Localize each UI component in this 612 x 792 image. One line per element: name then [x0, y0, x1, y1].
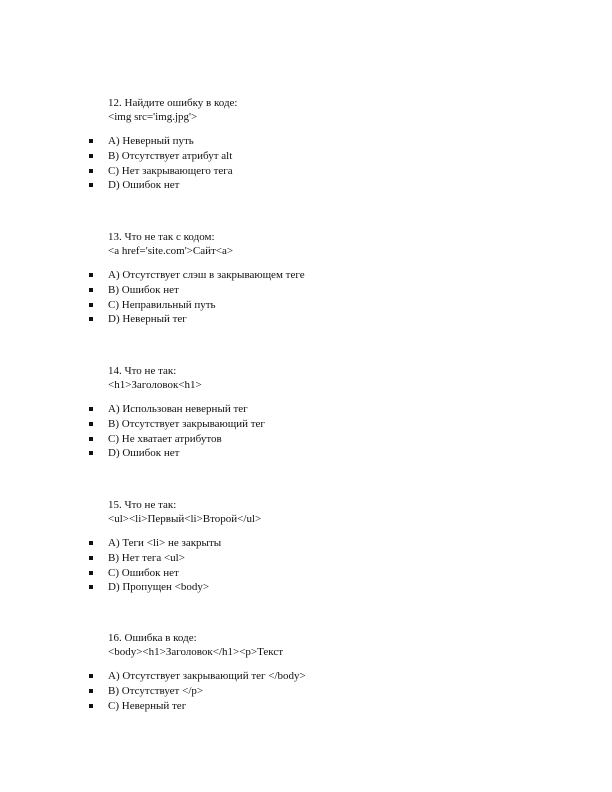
answer-option: [108, 446, 568, 461]
answer-option-text: D) Ошибок нет: [108, 447, 180, 460]
answer-option: [108, 417, 568, 432]
answer-options: [108, 402, 568, 461]
square-bullet-icon: [89, 451, 93, 455]
question-15: [108, 498, 568, 595]
square-bullet-icon: [89, 273, 93, 277]
answer-option-text: B) Отсутствует закрывающий тег: [108, 417, 265, 430]
question-code: <ul><li>Первый<li>Второй</ul>: [108, 513, 262, 525]
answer-options: [108, 536, 568, 595]
square-bullet-icon: [89, 585, 93, 589]
question-prompt: 14. Что не так:: [108, 365, 177, 377]
question-prompt: 13. Что не так с кодом:: [108, 231, 215, 243]
answer-option: [108, 134, 568, 149]
question-code: <a href='site.com'>Сайт<a>: [108, 245, 234, 257]
square-bullet-icon: [89, 674, 93, 678]
question-16: [108, 631, 568, 713]
square-bullet-icon: [89, 407, 93, 411]
answer-option: [108, 536, 568, 551]
question-prompt: 15. Что не так:: [108, 499, 177, 511]
question-13: [108, 230, 568, 327]
answer-option-text: D) Неверный тег: [108, 313, 187, 326]
square-bullet-icon: [89, 541, 93, 545]
answer-option-text: B) Отсутствует </p>: [108, 684, 204, 697]
answer-option-text: B) Отсутствует атрибут alt: [108, 149, 233, 162]
answer-option-text: B) Ошибок нет: [108, 283, 179, 296]
answer-option: [108, 298, 568, 313]
answer-option-text: A) Теги <li> не закрыты: [108, 537, 222, 549]
answer-option-text: A) Неверный путь: [108, 135, 194, 147]
square-bullet-icon: [89, 317, 93, 321]
answer-option: [108, 164, 568, 179]
answer-option-text: C) Неверный тег: [108, 699, 187, 712]
answer-option-text: C) Неправильный путь: [108, 298, 216, 311]
answer-options: [108, 268, 568, 327]
answer-options: [108, 669, 568, 713]
answer-option-text: C) Нет закрывающего тега: [108, 164, 233, 177]
question-code: <img src='img.jpg'>: [108, 111, 198, 123]
answer-option-text: C) Не хватает атрибутов: [108, 432, 222, 445]
answer-option-text: D) Ошибок нет: [108, 179, 180, 192]
answer-option-text: A) Отсутствует закрывающий тег </body>: [108, 670, 306, 682]
answer-option: [108, 566, 568, 581]
square-bullet-icon: [89, 571, 93, 575]
question-prompt: 16. Ошибка в коде:: [108, 632, 197, 644]
square-bullet-icon: [89, 183, 93, 187]
square-bullet-icon: [89, 437, 93, 441]
question-code: <body><h1>Заголовок</h1><p>Текст: [108, 646, 284, 658]
question-prompt: 12. Найдите ошибку в коде:: [108, 97, 238, 109]
square-bullet-icon: [89, 169, 93, 173]
answer-option: [108, 178, 568, 193]
answer-option-text: A) Использован неверный тег: [108, 403, 248, 415]
answer-option: [108, 149, 568, 164]
square-bullet-icon: [89, 689, 93, 693]
answer-options: [108, 134, 568, 193]
answer-option: [108, 580, 568, 595]
answer-option-text: C) Ошибок нет: [108, 566, 179, 579]
square-bullet-icon: [89, 704, 93, 708]
answer-option: [108, 699, 568, 714]
answer-option: [108, 283, 568, 298]
square-bullet-icon: [89, 288, 93, 292]
answer-option: [108, 684, 568, 699]
answer-option: [108, 268, 568, 283]
answer-option: [108, 402, 568, 417]
answer-option: [108, 432, 568, 447]
answer-option-text: A) Отсутствует слэш в закрывающем теге: [108, 269, 305, 281]
question-12: [108, 96, 568, 193]
answer-option-text: D) Пропущен <body>: [108, 581, 210, 594]
answer-option: [108, 669, 568, 684]
answer-option: [108, 551, 568, 566]
square-bullet-icon: [89, 154, 93, 158]
square-bullet-icon: [89, 422, 93, 426]
question-code: <h1>Заголовок<h1>: [108, 379, 202, 391]
answer-option: [108, 312, 568, 327]
square-bullet-icon: [89, 556, 93, 560]
square-bullet-icon: [89, 139, 93, 143]
square-bullet-icon: [89, 303, 93, 307]
answer-option-text: B) Нет тега <ul>: [108, 551, 185, 564]
question-14: [108, 364, 568, 461]
